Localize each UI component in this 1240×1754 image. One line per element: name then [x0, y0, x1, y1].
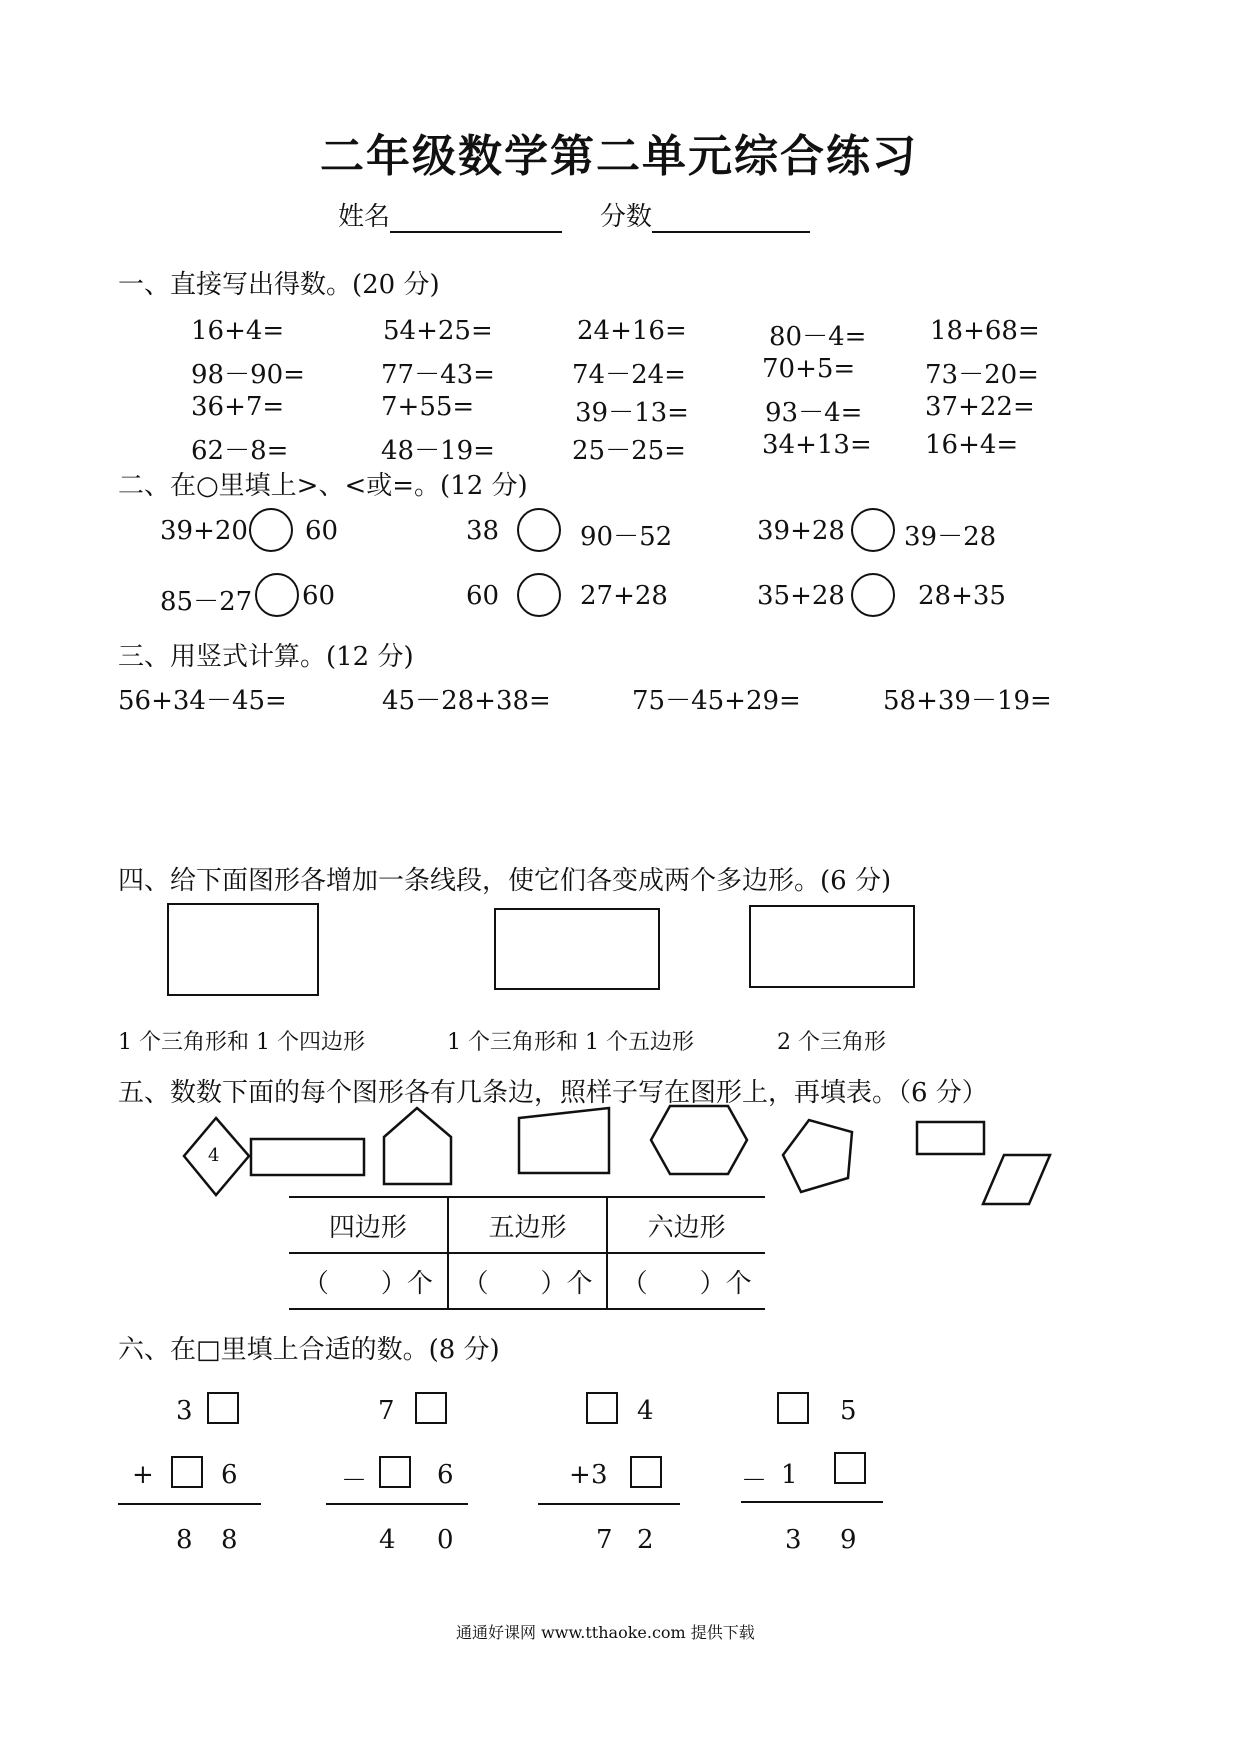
section-2-heading: 二、在○里填上>、<或=。(12 分): [118, 471, 528, 501]
arith-item-r3-c5: 37+22=: [925, 392, 1035, 422]
p1-rule: [118, 1503, 261, 1505]
p3-top-box[interactable]: [586, 1392, 618, 1424]
vertical-calc-1: 56+34－45=: [118, 686, 287, 716]
p4-result-ones: 9: [840, 1525, 857, 1555]
p3-bottom-box[interactable]: [630, 1456, 662, 1488]
arith-item-r1-c3: 24+16=: [577, 316, 687, 346]
p1-bottom-box[interactable]: [171, 1456, 203, 1488]
p2-operator: －: [341, 1466, 368, 1496]
p3-result-tens: 7: [596, 1525, 613, 1555]
compare-2-left: 38: [466, 516, 500, 546]
header-pentagon: 五边形: [448, 1197, 608, 1253]
arith-item-r4-c5: 16+4=: [925, 430, 1019, 460]
arith-item-r2-c1: 98－90=: [191, 360, 305, 390]
p4-result-tens: 3: [785, 1525, 802, 1555]
compare-2-right: 90－52: [580, 522, 673, 552]
section-5-heading: 五、数数下面的每个图形各有几条边，照样子写在图形上，再填表。（6 分）: [118, 1078, 988, 1108]
arith-item-r2-c5: 73－20=: [925, 360, 1039, 390]
p2-rule: [326, 1503, 468, 1505]
arith-item-r3-c2: 7+55=: [381, 392, 475, 422]
house-pentagon-shape: [384, 1108, 451, 1184]
vertical-calc-4: 58+39－19=: [883, 686, 1052, 716]
p2-bottom-box[interactable]: [379, 1456, 411, 1488]
p2-result-tens: 4: [379, 1525, 396, 1555]
p2-top-digit: 7: [378, 1396, 395, 1426]
caption-1: 1 个三角形和 1 个四边形: [118, 1030, 365, 1055]
p1-result-ones: 8: [221, 1525, 238, 1555]
p3-top-digit: 4: [637, 1396, 654, 1426]
hexagon-shape: [651, 1106, 747, 1174]
vertical-calc-3: 75－45+29=: [632, 686, 801, 716]
p3-bottom-digit: 3: [591, 1460, 608, 1490]
score-label: 分数: [600, 202, 653, 232]
arith-item-r2-c3: 74－24=: [572, 360, 686, 390]
compare-3-left: 39+28: [757, 516, 845, 546]
section-1-heading: 一、直接写出得数。(20 分): [118, 270, 440, 300]
pentagon-shape: [783, 1120, 852, 1192]
vertical-calc-2: 45－28+38=: [382, 686, 551, 716]
arith-item-r4-c3: 25－25=: [572, 436, 686, 466]
compare-3-right: 39－28: [904, 522, 997, 552]
name-label: 姓名: [338, 202, 391, 232]
compare-1-right: 60: [305, 516, 339, 546]
compare-4-right: 60: [302, 581, 336, 611]
count-pentagon[interactable]: （ ）个: [448, 1253, 608, 1309]
p4-bottom-box[interactable]: [834, 1452, 866, 1484]
compare-5-right: 27+28: [580, 581, 668, 611]
section-3-heading: 三、用竖式计算。(12 分): [118, 642, 414, 672]
example-side-count: 4: [208, 1145, 220, 1166]
p4-top-box[interactable]: [777, 1392, 809, 1424]
p1-result-tens: 8: [176, 1525, 193, 1555]
compare-6-right: 28+35: [918, 581, 1006, 611]
small-rectangle-shape: [917, 1122, 984, 1154]
arith-item-r1-c1: 16+4=: [191, 316, 285, 346]
section-4-heading: 四、给下面图形各增加一条线段，使它们各变成两个多边形。(6 分): [118, 866, 892, 896]
long-rectangle-shape: [251, 1139, 364, 1175]
count-hexagon[interactable]: （ ）个: [607, 1253, 765, 1309]
arith-item-r1-c4: 80－4=: [769, 322, 867, 352]
arith-item-r3-c3: 39－13=: [575, 398, 689, 428]
p2-bottom-digit: 6: [437, 1460, 454, 1490]
caption-2: 1 个三角形和 1 个五边形: [447, 1030, 694, 1055]
p4-rule: [741, 1501, 883, 1503]
p2-top-box[interactable]: [415, 1392, 447, 1424]
compare-5-left: 60: [466, 581, 500, 611]
p3-rule: [538, 1503, 680, 1505]
p1-top-digit: 3: [176, 1396, 193, 1426]
polygon-count-table: [289, 1196, 765, 1310]
caption-3: 2 个三角形: [777, 1030, 886, 1055]
p4-bottom-digit: 1: [781, 1460, 798, 1490]
arith-item-r3-c4: 93－4=: [765, 398, 863, 428]
arith-item-r4-c1: 62－8=: [191, 436, 289, 466]
arith-item-r4-c4: 34+13=: [762, 430, 872, 460]
p4-operator: －: [741, 1466, 768, 1496]
p1-operator: +: [132, 1460, 154, 1490]
page-title: 二年级数学第二单元综合练习: [320, 131, 918, 182]
trapezoid-shape: [519, 1108, 609, 1173]
arith-item-r1-c5: 18+68=: [930, 316, 1040, 346]
count-quadrilateral[interactable]: （ ）个: [289, 1253, 448, 1309]
footer-credit: 通通好课网 www.tthaoke.com 提供下载: [456, 1623, 755, 1642]
p4-top-digit: 5: [840, 1396, 857, 1426]
p2-result-ones: 0: [437, 1525, 454, 1555]
compare-6-left: 35+28: [757, 581, 845, 611]
p1-bottom-digit: 6: [221, 1460, 238, 1490]
section-6-heading: 六、在□里填上合适的数。(8 分): [118, 1335, 500, 1365]
compare-1-left: 39+20: [160, 516, 248, 546]
compare-4-left: 85－27: [160, 587, 253, 617]
arith-item-r1-c2: 54+25=: [383, 316, 493, 346]
header-hexagon: 六边形: [607, 1197, 765, 1253]
arith-item-r2-c2: 77－43=: [381, 360, 495, 390]
p3-operator: +: [569, 1460, 591, 1490]
p3-result-ones: 2: [637, 1525, 654, 1555]
arith-item-r4-c2: 48－19=: [381, 436, 495, 466]
p1-top-box[interactable]: [207, 1392, 239, 1424]
arith-item-r3-c1: 36+7=: [191, 392, 285, 422]
header-quadrilateral: 四边形: [289, 1197, 448, 1253]
arith-item-r2-c4: 70+5=: [762, 354, 856, 384]
parallelogram-shape: [983, 1155, 1050, 1204]
